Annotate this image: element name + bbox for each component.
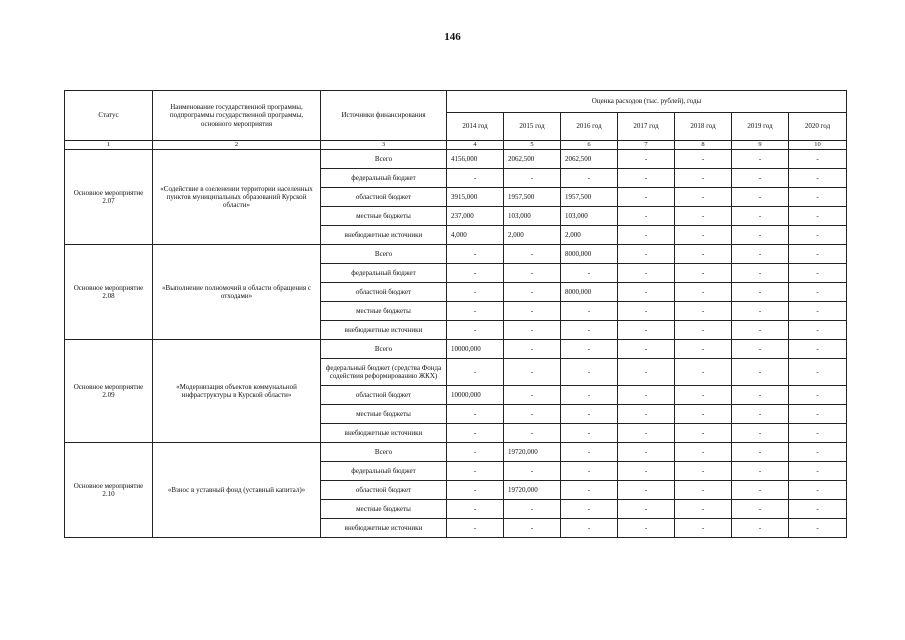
funding-source-cell: областной бюджет xyxy=(321,188,447,207)
table-row xyxy=(65,443,847,462)
expense-value-cell: - xyxy=(789,150,847,169)
expense-value-cell: - xyxy=(789,188,847,207)
expense-value-cell: - xyxy=(618,424,675,443)
expense-value-cell: - xyxy=(618,462,675,481)
expense-value-cell: - xyxy=(447,462,504,481)
expense-value-cell: - xyxy=(789,283,847,302)
expense-value-cell: - xyxy=(732,500,789,519)
expense-value-cell: - xyxy=(732,405,789,424)
expense-value-cell: - xyxy=(675,424,732,443)
expense-value-cell: - xyxy=(561,302,618,321)
funding-source-cell: федеральный бюджет xyxy=(321,169,447,188)
expense-value-cell: - xyxy=(675,245,732,264)
expense-value-cell: - xyxy=(618,405,675,424)
expense-value-cell: - xyxy=(789,424,847,443)
activity-name-cell: «Содействие в озеленении территории населенных пунктов муниципальных образований Курской области» xyxy=(153,150,321,245)
column-number: 9 xyxy=(732,141,789,150)
funding-source-cell: федеральный бюджет (средства Фонда содействия реформированию ЖКХ) xyxy=(321,359,447,386)
expense-value-cell: - xyxy=(447,169,504,188)
expense-value-cell: - xyxy=(618,264,675,283)
expense-value-cell: - xyxy=(561,340,618,359)
header-year: 2016 год xyxy=(561,113,618,141)
table-row xyxy=(65,245,847,264)
page-number: 146 xyxy=(444,31,461,43)
expense-value-cell: 1957,500 xyxy=(561,188,618,207)
funding-source-cell: внебюджетные источники xyxy=(321,226,447,245)
expense-value-cell: - xyxy=(618,245,675,264)
expense-value-cell: - xyxy=(732,481,789,500)
expense-value-cell: - xyxy=(504,359,561,386)
expense-value-cell: - xyxy=(618,519,675,538)
expense-value-cell: - xyxy=(675,321,732,340)
header-year: 2017 год xyxy=(618,113,675,141)
funding-source-cell: местные бюджеты xyxy=(321,500,447,519)
table-body xyxy=(65,150,847,538)
expense-value-cell: - xyxy=(675,359,732,386)
expense-value-cell: - xyxy=(732,169,789,188)
expense-value-cell: - xyxy=(789,481,847,500)
expense-value-cell: - xyxy=(561,321,618,340)
expense-value-cell: - xyxy=(561,519,618,538)
expense-value-cell: - xyxy=(504,169,561,188)
expense-value-cell: - xyxy=(789,226,847,245)
expense-value-cell: - xyxy=(447,302,504,321)
expense-value-cell: - xyxy=(504,405,561,424)
status-cell: Основное мероприятие 2.09 xyxy=(65,340,153,443)
expense-value-cell: - xyxy=(732,226,789,245)
expense-value-cell: - xyxy=(447,245,504,264)
expense-value-cell: 4156,000 xyxy=(447,150,504,169)
expense-value-cell: - xyxy=(675,462,732,481)
expense-value-cell: - xyxy=(675,443,732,462)
expense-value-cell: - xyxy=(789,321,847,340)
column-number: 7 xyxy=(618,141,675,150)
expense-value-cell: - xyxy=(447,500,504,519)
expense-value-cell: - xyxy=(504,283,561,302)
status-cell: Основное мероприятие 2.10 xyxy=(65,443,153,538)
column-number: 6 xyxy=(561,141,618,150)
table-row xyxy=(65,340,847,359)
expense-value-cell: - xyxy=(789,443,847,462)
activity-name-cell: «Модернизация объектов коммунальной инфраструктуры в Курской области» xyxy=(153,340,321,443)
expense-value-cell: - xyxy=(618,188,675,207)
expense-value-cell: - xyxy=(675,169,732,188)
activity-name-cell: «Выполнение полномочий в области обращения с отходами» xyxy=(153,245,321,340)
expense-value-cell: - xyxy=(561,481,618,500)
expense-value-cell: - xyxy=(732,283,789,302)
expense-value-cell: - xyxy=(504,264,561,283)
expense-value-cell: 10000,000 xyxy=(447,340,504,359)
funding-source-cell: федеральный бюджет xyxy=(321,462,447,481)
expense-value-cell: - xyxy=(504,245,561,264)
expense-value-cell: 3915,000 xyxy=(447,188,504,207)
expense-value-cell: - xyxy=(675,481,732,500)
expense-value-cell: - xyxy=(675,264,732,283)
column-number: 1 xyxy=(65,141,153,150)
expense-value-cell: - xyxy=(561,169,618,188)
expense-value-cell: - xyxy=(618,321,675,340)
expense-value-cell: - xyxy=(675,207,732,226)
expense-value-cell: - xyxy=(789,207,847,226)
expense-value-cell: - xyxy=(504,462,561,481)
expense-value-cell: - xyxy=(561,359,618,386)
expense-value-cell: - xyxy=(789,462,847,481)
expense-value-cell: - xyxy=(618,169,675,188)
expense-value-cell: - xyxy=(789,500,847,519)
expense-value-cell: 4,000 xyxy=(447,226,504,245)
expense-value-cell: - xyxy=(561,462,618,481)
funding-source-cell: Всего xyxy=(321,245,447,264)
expense-value-cell: - xyxy=(732,302,789,321)
expense-value-cell: - xyxy=(675,150,732,169)
expense-value-cell: - xyxy=(732,188,789,207)
column-number: 8 xyxy=(675,141,732,150)
expense-value-cell: - xyxy=(789,405,847,424)
expense-value-cell: 2,000 xyxy=(504,226,561,245)
expense-value-cell: - xyxy=(504,424,561,443)
expense-value-cell: - xyxy=(732,340,789,359)
expense-value-cell: - xyxy=(789,245,847,264)
expense-value-cell: - xyxy=(789,519,847,538)
expense-value-cell: - xyxy=(789,264,847,283)
expense-value-cell: 103,000 xyxy=(561,207,618,226)
expense-value-cell: - xyxy=(675,340,732,359)
funding-source-cell: областной бюджет xyxy=(321,386,447,405)
activity-name-cell: «Взнос в уставный фонд (уставный капитал)» xyxy=(153,443,321,538)
expense-value-cell: 2062,500 xyxy=(561,150,618,169)
expense-value-cell: - xyxy=(618,359,675,386)
funding-source-cell: областной бюджет xyxy=(321,481,447,500)
expense-value-cell: - xyxy=(789,386,847,405)
expense-value-cell: - xyxy=(504,386,561,405)
expense-value-cell: 19720,000 xyxy=(504,443,561,462)
funding-source-cell: местные бюджеты xyxy=(321,207,447,226)
header-year: 2019 год xyxy=(732,113,789,141)
expense-value-cell: - xyxy=(789,169,847,188)
header-year: 2020 год xyxy=(789,113,847,141)
funding-source-cell: внебюджетные источники xyxy=(321,321,447,340)
funding-source-cell: внебюджетные источники xyxy=(321,519,447,538)
expense-value-cell: - xyxy=(561,264,618,283)
funding-source-cell: внебюджетные источники xyxy=(321,424,447,443)
funding-source-cell: Всего xyxy=(321,150,447,169)
expense-value-cell: - xyxy=(732,443,789,462)
expense-value-cell: - xyxy=(675,302,732,321)
expense-value-cell: - xyxy=(447,405,504,424)
expense-value-cell: 10000,000 xyxy=(447,386,504,405)
expense-value-cell: - xyxy=(447,481,504,500)
expense-value-cell: - xyxy=(732,462,789,481)
funding-source-cell: федеральный бюджет xyxy=(321,264,447,283)
funding-source-cell: Всего xyxy=(321,340,447,359)
header-status: Статус xyxy=(65,91,153,141)
expense-value-cell: - xyxy=(618,226,675,245)
expense-value-cell: - xyxy=(618,500,675,519)
expense-value-cell: - xyxy=(789,359,847,386)
expense-value-cell: - xyxy=(675,386,732,405)
header-year: 2018 год xyxy=(675,113,732,141)
expense-value-cell: - xyxy=(561,500,618,519)
expense-value-cell: - xyxy=(675,519,732,538)
expense-value-cell: - xyxy=(732,207,789,226)
column-number: 4 xyxy=(447,141,504,150)
expense-value-cell: - xyxy=(732,150,789,169)
expense-value-cell: - xyxy=(561,424,618,443)
column-number: 3 xyxy=(321,141,447,150)
expense-value-cell: 19720,000 xyxy=(504,481,561,500)
expense-value-cell: - xyxy=(675,226,732,245)
expense-value-cell: - xyxy=(789,340,847,359)
expense-value-cell: - xyxy=(504,519,561,538)
expense-value-cell: - xyxy=(504,500,561,519)
funding-source-cell: областной бюджет xyxy=(321,283,447,302)
expense-value-cell: - xyxy=(732,245,789,264)
expense-value-cell: - xyxy=(732,264,789,283)
expense-value-cell: 2,000 xyxy=(561,226,618,245)
table-row xyxy=(65,150,847,169)
header-name: Наименование государственной программы, подпрограммы государственной программы, основного мероприятия xyxy=(153,91,321,141)
column-number: 10 xyxy=(789,141,847,150)
expense-value-cell: - xyxy=(504,321,561,340)
expense-value-cell: - xyxy=(618,207,675,226)
funding-source-cell: Всего xyxy=(321,443,447,462)
header-sources: Источники финансирования xyxy=(321,91,447,141)
status-cell: Основное мероприятие 2.07 xyxy=(65,150,153,245)
expense-value-cell: - xyxy=(618,386,675,405)
expense-value-cell: - xyxy=(789,302,847,321)
expense-value-cell: 8000,000 xyxy=(561,245,618,264)
expense-value-cell: - xyxy=(618,340,675,359)
column-number: 2 xyxy=(153,141,321,150)
expense-value-cell: - xyxy=(618,481,675,500)
expense-value-cell: - xyxy=(447,359,504,386)
expense-value-cell: - xyxy=(675,188,732,207)
expense-value-cell: 1957,500 xyxy=(504,188,561,207)
header-expenses: Оценка расходов (тыс. рублей), годы xyxy=(447,91,847,113)
header-year: 2015 год xyxy=(504,113,561,141)
expense-value-cell: - xyxy=(618,283,675,302)
expense-value-cell: - xyxy=(732,519,789,538)
expense-value-cell: - xyxy=(732,321,789,340)
expense-value-cell: - xyxy=(561,405,618,424)
status-cell: Основное мероприятие 2.08 xyxy=(65,245,153,340)
expense-value-cell: - xyxy=(447,321,504,340)
expense-value-cell: - xyxy=(504,302,561,321)
expense-value-cell: 103,000 xyxy=(504,207,561,226)
expense-value-cell: - xyxy=(447,283,504,302)
expense-value-cell: 2062,500 xyxy=(504,150,561,169)
expense-value-cell: - xyxy=(732,386,789,405)
expense-value-cell: - xyxy=(675,405,732,424)
expense-value-cell: - xyxy=(675,283,732,302)
funding-source-cell: местные бюджеты xyxy=(321,405,447,424)
header-year: 2014 год xyxy=(447,113,504,141)
expense-value-cell: - xyxy=(732,424,789,443)
expense-value-cell: - xyxy=(447,519,504,538)
expense-value-cell: - xyxy=(447,443,504,462)
expense-value-cell: 8000,000 xyxy=(561,283,618,302)
expense-value-cell: - xyxy=(618,443,675,462)
expense-value-cell: - xyxy=(561,443,618,462)
expense-value-cell: - xyxy=(561,386,618,405)
expense-value-cell: - xyxy=(447,264,504,283)
expense-value-cell: - xyxy=(447,424,504,443)
expense-value-cell: - xyxy=(732,359,789,386)
expense-value-cell: - xyxy=(675,500,732,519)
column-number: 5 xyxy=(504,141,561,150)
expense-value-cell: - xyxy=(504,340,561,359)
expense-value-cell: 237,000 xyxy=(447,207,504,226)
expense-value-cell: - xyxy=(618,150,675,169)
funding-source-cell: местные бюджеты xyxy=(321,302,447,321)
expense-value-cell: - xyxy=(618,302,675,321)
budget-table xyxy=(64,90,847,538)
